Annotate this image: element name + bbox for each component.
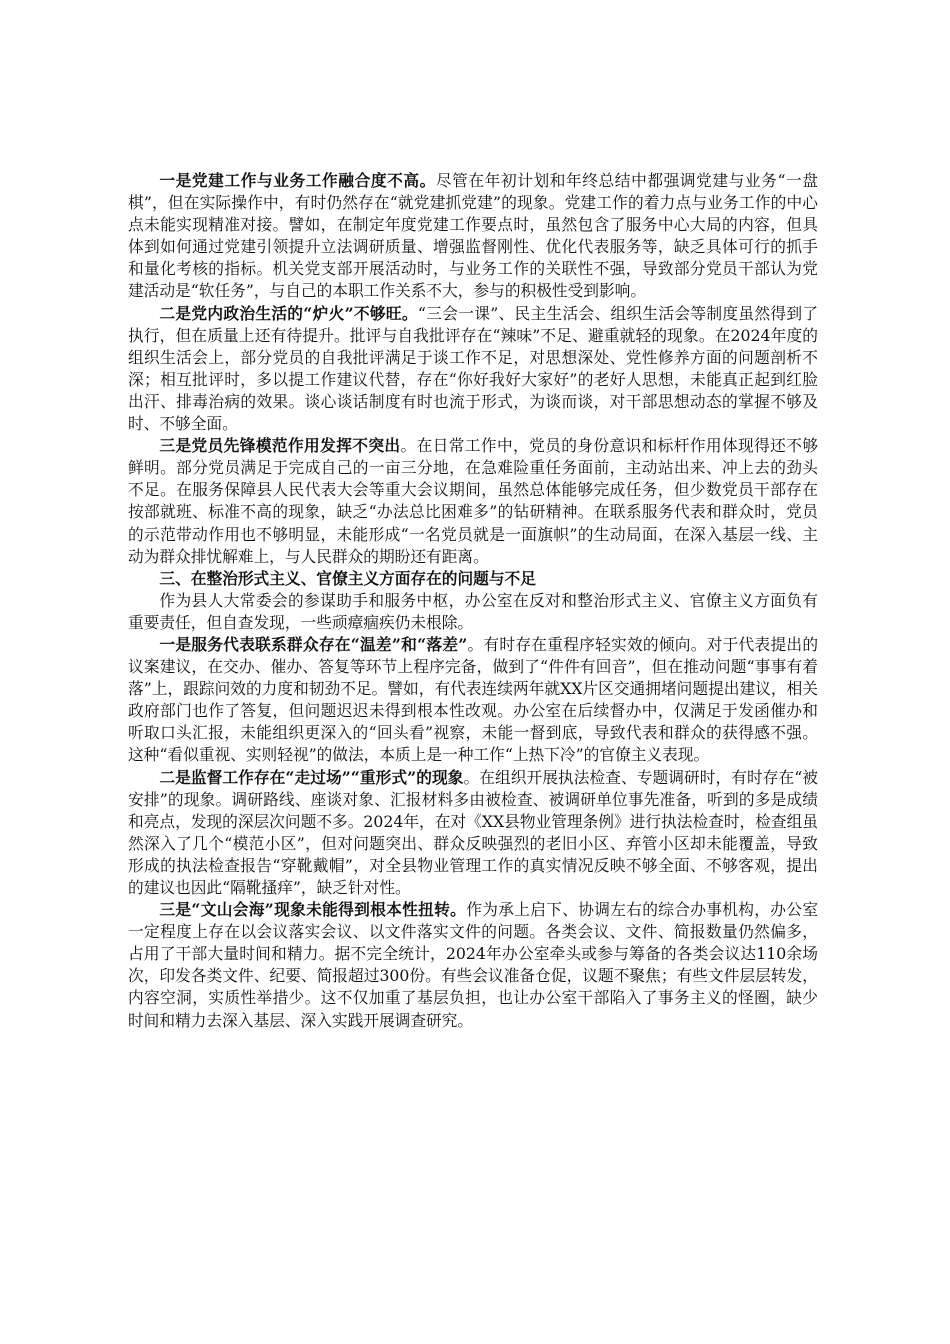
paragraph-text: 。在组织开展执法检查、专题调研时，有时存在“被安排”的现象。调研路线、座谈对象、汇报材料多由被检查、被调研单位事先准备，听到的多是成绩和亮点，发现的深层次问题不多。2024年，在对《XX县物业管理条例》进行执法检查时，检查组虽然深入了几个“模范小区”，但对问题突出、群众反映强烈的老旧小区、弃管小区却未能覆盖，导致形成的执法检查报告“穿靴戴帽”，对全县物业管理工作的真实情况反映不够全面、不够客观，提出的建议也因此“隔靴搔痒”，缺乏针对性。 <box>128 767 818 897</box>
paragraph-vanguard-role <box>128 435 818 568</box>
paragraph-text: 。有时存在重程序轻实效的倾向。对于代表提出的议案建议，在交办、催办、答复等环节上程序完备，做到了“件件有回音”，但在推动问题“事事有着落”上，跟踪问效的力度和韧劲不足。譬如，有代表连续两年就XX片区交通拥堵问题提出建议，相关政府部门也作了答复，但问题迟迟未得到根本性改观。办公室在后续督办中，仅满足于发函催办和听取口头汇报，未能组织更深入的“回头看”视察，未能一督到底，导致代表和群众的获得感不强。这种“看似重视、实则轻视”的做法，本质上是一种工作“上热下冷”的官僚主义表现。 <box>128 634 819 765</box>
paragraph-text: 作为承上启下、协调左右的综合办事机构，办公室一定程度上存在以会议落实会议、以文件落实文件的问题。各类会议、文件、简报数量仍然偏多，占用了干部大量时间和精力。据不完全统计，2024年办公室牵头或参与筹备的各类会议达110余场次，印发各类文件、纪要、简报超过300份。有些会议准备仓促，议题不聚焦；有些文件层层转发，内容空洞，实质性举措少。这不仅加重了基层负担，也让办公室干部陷入了事务主义的怪圈，缺少时间和精力去深入基层、深入实践开展调查研究。 <box>128 900 819 1030</box>
paragraph-representative-service <box>128 634 818 767</box>
paragraph-lead: 一是服务代表联系群众存在“温差”和“落差” <box>159 634 468 654</box>
paragraph-meetings-documents <box>128 899 818 1032</box>
paragraph-text: 作为县人大常委会的参谋助手和服务中枢，办公室在反对和整治形式主义、官僚主义方面负有重要责任，但自查发现，一些顽瘴痼疾仍未根除。 <box>128 590 818 632</box>
paragraph-text: 。在日常工作中，党员的身份意识和标杆作用体现得还不够鲜明。部分党员满足于完成自己的一亩三分地，在急难险重任务面前，主动站出来、冲上去的劲头不足。在服务保障县人民代表大会等重大会议期间，虽然总体能够完成任务，但少数党员干部存在按部就班、标准不高的现象，缺乏“办法总比困难多”的钻研精神。在联系服务代表和群众时，党员的示范带动作用也不够明显，未能形成“一名党员就是一面旗帜”的生动局面，在深入基层一线、主动为群众排忧解难上，与人民群众的期盼还有距离。 <box>128 436 819 566</box>
document-body <box>128 170 818 1032</box>
paragraph-section-intro <box>128 590 818 634</box>
paragraph-lead: 一是党建工作与业务工作融合度不高。 <box>159 171 436 190</box>
paragraph-supervision-formality <box>128 767 818 900</box>
paragraph-text: “三会一课”、民主生活会、组织生活会等制度虽然得到了执行，但在质量上还有待提升。批评与自我批评存在“辣味”不足、避重就轻的现象。在2024年度的组织生活会上，部分党员的自我批评满足于谈工作不足，对思想深处、党性修养方面的问题剖析不深；相互批评时，多以提工作建议代替，存在“你好我好大家好”的老好人思想，未能真正起到红脸出汗、排毒治病的效果。谈心谈话制度有时也流于形式，为谈而谈，对干部思想动态的掌握不够及时、不够全面。 <box>128 303 819 434</box>
paragraph-lead: 三是“文山会海”现象未能得到根本性扭转。 <box>159 900 467 920</box>
paragraph-lead: 二是监督工作存在“走过场”“重形式”的现象 <box>159 767 464 787</box>
paragraph-lead: 三是党员先锋模范作用发挥不突出 <box>159 436 401 456</box>
paragraph-political-life <box>128 303 818 436</box>
section-heading: 三、在整治形式主义、官僚主义方面存在的问题与不足 <box>159 568 536 588</box>
paragraph-text: 尽管在年初计划和年终总结中都强调党建与业务“一盘棋”，但在实际操作中，有时仍然存在“就党建抓党建”的现象。党建工作的着力点与业务工作的中心点未能实现精准对接。譬如，在制定年度党建工作要点时，虽然包含了服务中心大局的内容，但具体到如何通过党建引领提升立法调研质量、增强监督刚性、优化代表服务等，缺乏具体可行的抓手和量化考核的指标。机关党支部开展活动时，与业务工作的关联性不强，导致部分党员干部认为党建活动是“软任务”，与自己的本职工作关系不大，参与的积极性受到影响。 <box>128 171 818 301</box>
paragraph-party-building-integration <box>128 170 818 303</box>
paragraph-lead: 二是党内政治生活的“炉火”不够旺。 <box>159 303 418 323</box>
